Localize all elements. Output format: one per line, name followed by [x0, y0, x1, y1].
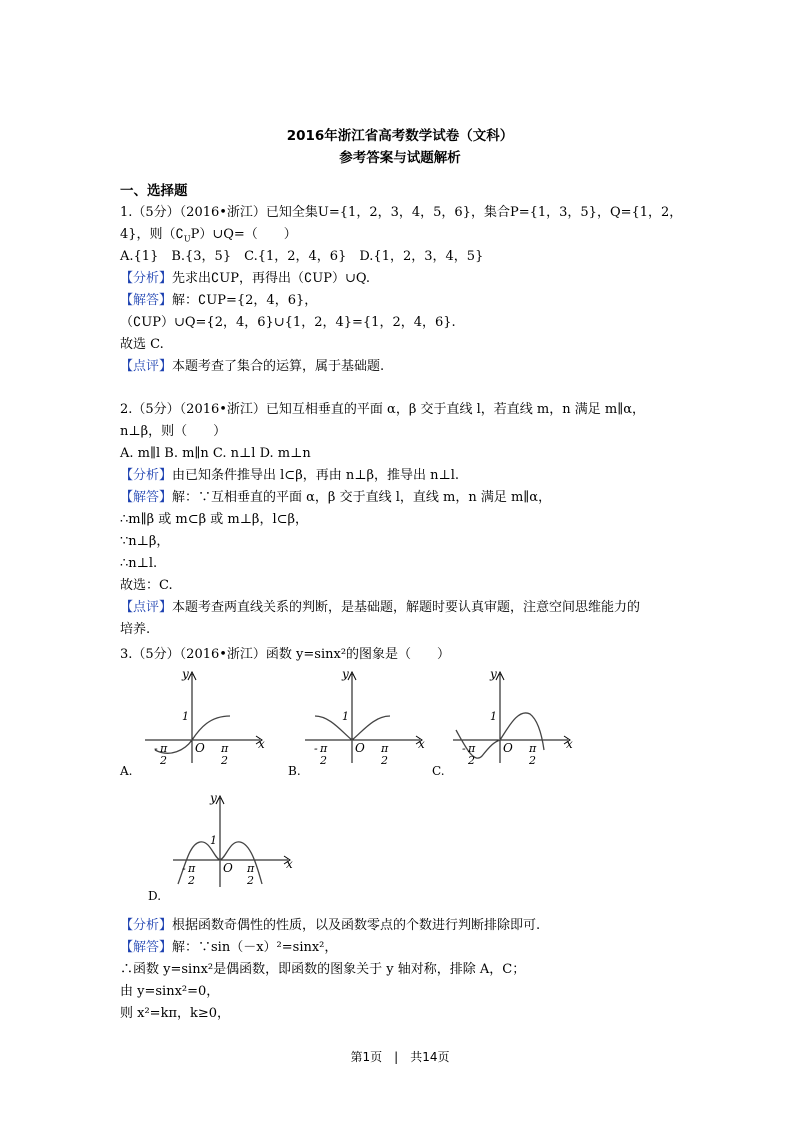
- option-b-label: B.: [288, 764, 301, 778]
- q1-comment-text: 本题考查了集合的运算，属于基础题.: [172, 359, 385, 374]
- tick-neg-pi: π: [468, 742, 476, 755]
- tick-two: 2: [247, 874, 254, 887]
- option-c-label: C.: [432, 764, 445, 778]
- tick-neg-pi: π: [188, 862, 196, 875]
- tick-two: 2: [221, 754, 228, 767]
- q2-analysis-text: 由已知条件推导出 l⊂β，再由 n⊥β，推导出 n⊥l.: [172, 468, 459, 483]
- tick-one: 1: [490, 710, 497, 723]
- graph-option-c: [448, 668, 578, 768]
- tick-neg-two: 2: [320, 754, 327, 767]
- q2-comment: [120, 598, 640, 618]
- x-label: x: [258, 737, 265, 751]
- y-label: y: [490, 668, 497, 681]
- q2-answer: [120, 488, 551, 508]
- q2-stem-line2: n⊥β，则（ ）: [120, 424, 227, 439]
- q2-comment-text1: 本题考查两直线关系的判断，是基础题，解题时要认真审题，注意空间思维能力的: [172, 600, 641, 615]
- tick-neg: -: [462, 742, 466, 755]
- tick-neg: -: [314, 742, 318, 755]
- y-label: y: [342, 668, 349, 681]
- q1-choices: A.{1} B.{3，5} C.{1，2，4，6} D.{1，2，3，4，5}: [120, 249, 484, 264]
- tick-neg-pi: π: [160, 742, 168, 755]
- answer-tag: 【解答】: [120, 293, 173, 308]
- tick-pi: π: [529, 742, 537, 755]
- q2-stem-line1: 2.（5分）（2016•浙江）已知互相垂直的平面 α，β 交于直线 l，若直线 m，n 满足 m∥α，: [120, 402, 645, 417]
- tick-neg-two: 2: [188, 874, 195, 887]
- q1-comment: [120, 357, 384, 377]
- q1-stem-line2-end: P）∪Q=（ ）: [190, 227, 297, 242]
- tick-neg-pi: π: [320, 742, 328, 755]
- q1-answer-line3: 故选 C.: [120, 337, 164, 352]
- page-title: 2016年浙江省高考数学试卷（文科）: [286, 128, 514, 144]
- q3-stem: 3.（5分）（2016•浙江）函数 y=sinx²的图象是（ ）: [120, 647, 451, 662]
- option-d-label: D.: [148, 889, 162, 903]
- graph-option-a: [140, 668, 270, 768]
- q3-analysis-text: 根据函数奇偶性的性质，以及函数零点的个数进行判断排除即可.: [172, 918, 541, 933]
- q3-answer-line2: ∴函数 y=sinx²是偶函数，即函数的图象关于 y 轴对称，排除 A，C；: [120, 962, 526, 977]
- q1-answer: [120, 291, 317, 311]
- page-subtitle: 参考答案与试题解析: [339, 150, 461, 166]
- q3-answer-text1: 解：∵sin（－x）²=sinx²，: [172, 940, 338, 955]
- analysis-tag: 【分析】: [120, 918, 173, 933]
- q2-answer-line2: ∴m∥β 或 m⊂β 或 m⊥β，l⊂β，: [120, 512, 309, 527]
- origin-label: O: [195, 741, 205, 755]
- tick-one: 1: [182, 710, 189, 723]
- q3-analysis: [120, 916, 540, 936]
- tick-neg-two: 2: [160, 754, 167, 767]
- page-footer: 第1页 | 共14页: [350, 1050, 450, 1064]
- q1-analysis-text: 先求出∁UP，再得出（∁UP）∪Q.: [172, 271, 370, 286]
- q2-answer-line5: 故选：C.: [120, 578, 173, 593]
- q1-stem-line2: [120, 225, 297, 250]
- tick-pi: π: [381, 742, 389, 755]
- q1-answer-text1: 解：∁UP={2，4，6}，: [172, 293, 318, 308]
- tick-two: 2: [529, 754, 536, 767]
- q2-answer-line4: ∴n⊥l.: [120, 556, 158, 571]
- tick-neg: -: [154, 742, 158, 755]
- q1-stem-line1: 1.（5分）（2016•浙江）已知全集U={1，2，3，4，5，6}，集合P={1，3，5}，Q={1，2，: [120, 205, 683, 220]
- q1-analysis: [120, 269, 370, 289]
- analysis-tag: 【分析】: [120, 271, 173, 286]
- y-label: y: [210, 792, 217, 805]
- graph-option-d: [168, 792, 298, 892]
- tick-pi: π: [221, 742, 229, 755]
- q3-answer-line4: 则 x²=kπ，k≥0，: [120, 1006, 231, 1021]
- answer-tag: 【解答】: [120, 490, 173, 505]
- q1-stem-sub: U: [183, 234, 191, 244]
- q1-stem-line2-start: 4}，则（∁: [120, 227, 184, 242]
- x-label: x: [418, 737, 425, 751]
- answer-tag: 【解答】: [120, 940, 173, 955]
- q3-answer-line3: 由 y=sinx²=0，: [120, 984, 220, 999]
- origin-label: O: [355, 741, 365, 755]
- q2-choices: A. m∥l B. m∥n C. n⊥l D. m⊥n: [120, 446, 311, 461]
- x-label: x: [286, 857, 293, 871]
- option-a-label: A.: [120, 764, 133, 778]
- tick-one: 1: [210, 834, 217, 847]
- analysis-tag: 【分析】: [120, 468, 173, 483]
- comment-tag: 【点评】: [120, 359, 173, 374]
- q2-answer-text1: 解：∵互相垂直的平面 α，β 交于直线 l，直线 m，n 满足 m∥α，: [172, 490, 552, 505]
- y-label: y: [182, 668, 189, 681]
- section-heading: 一、选择题: [120, 183, 188, 199]
- q2-comment-line2: 培养.: [120, 622, 151, 637]
- graph-option-b: [300, 668, 430, 768]
- origin-label: O: [503, 741, 513, 755]
- tick-one: 1: [342, 710, 349, 723]
- origin-label: O: [223, 861, 233, 875]
- tick-pi: π: [247, 862, 255, 875]
- q2-analysis: [120, 466, 459, 486]
- q2-answer-line3: ∵n⊥β，: [120, 534, 170, 549]
- q3-answer: [120, 938, 337, 958]
- x-label: x: [566, 737, 573, 751]
- tick-neg-two: 2: [468, 754, 475, 767]
- tick-two: 2: [381, 754, 388, 767]
- tick-neg: -: [182, 862, 186, 875]
- comment-tag: 【点评】: [120, 600, 173, 615]
- q1-answer-line2: （∁UP）∪Q={2，4，6}∪{1，2，4}={1，2，4，6}.: [120, 315, 456, 330]
